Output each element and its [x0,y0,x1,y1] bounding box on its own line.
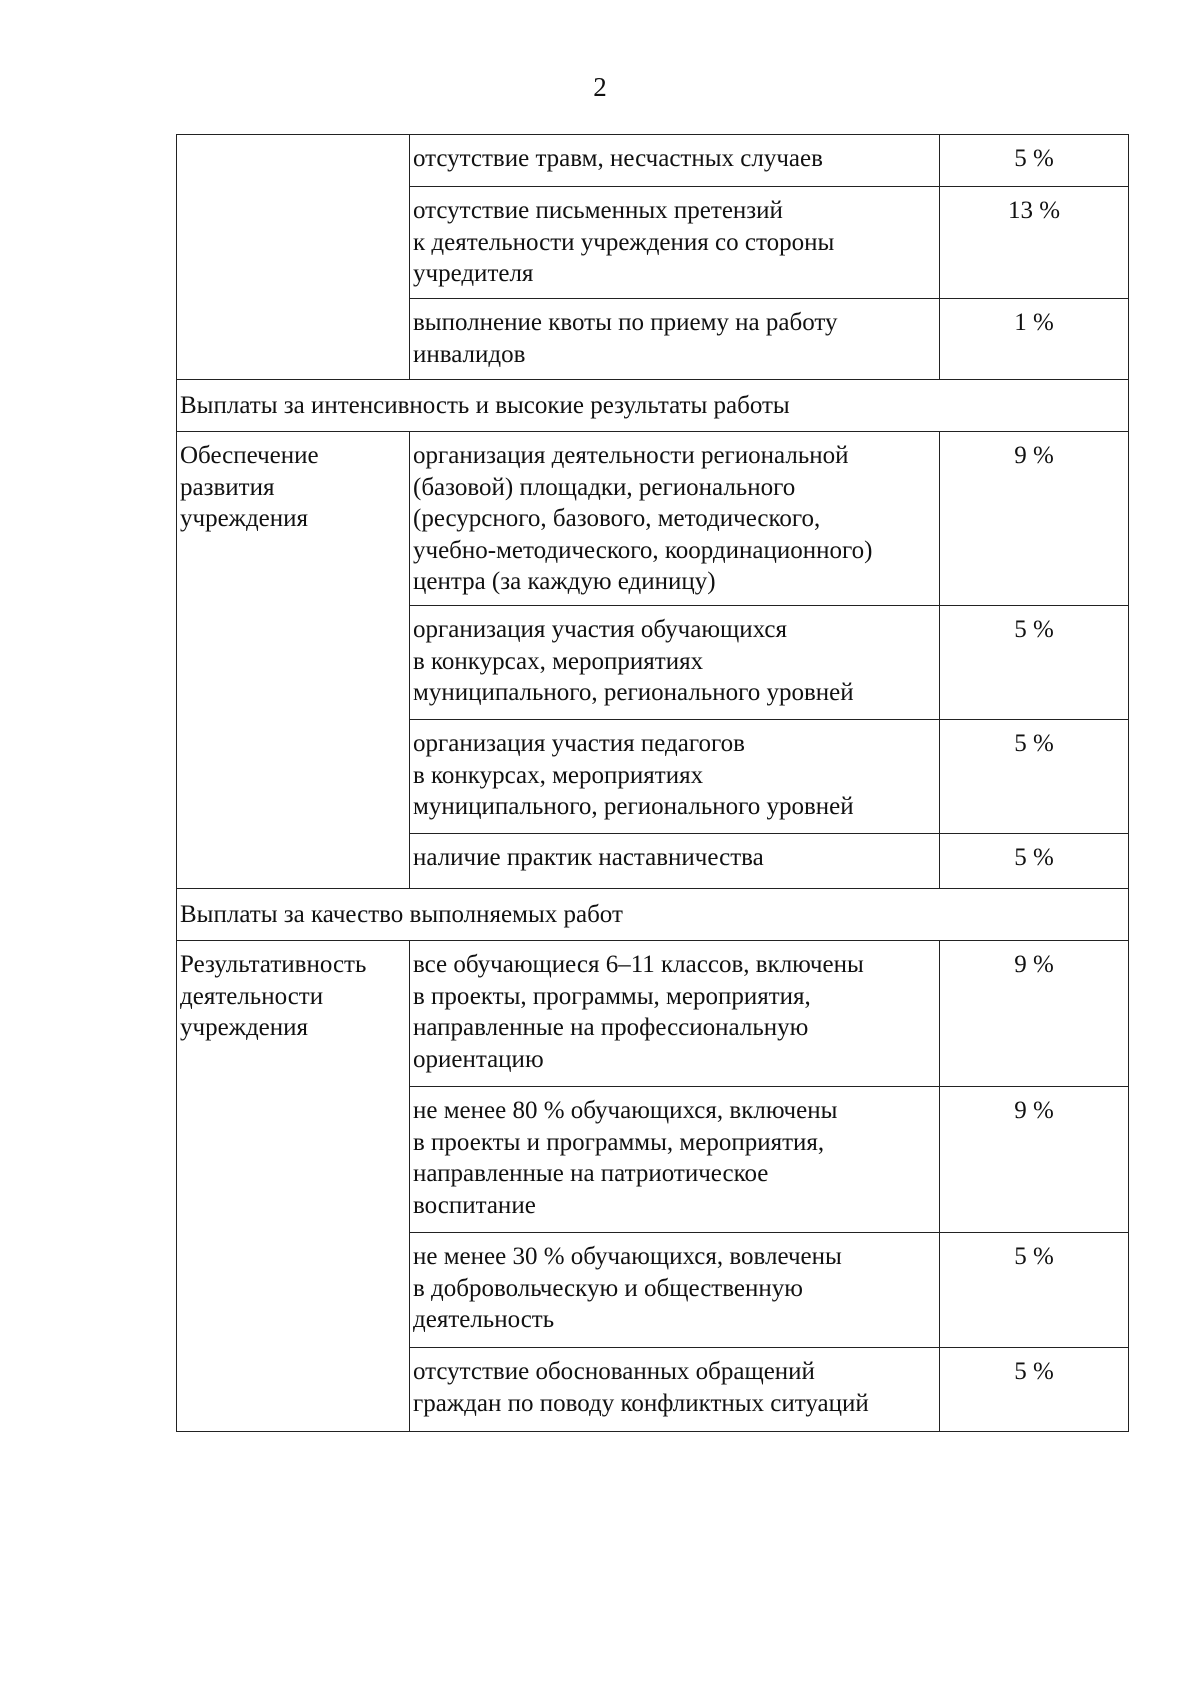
table-row [177,135,1129,187]
table-row [177,941,1129,1087]
criterion-cell: выполнение квоты по приему на работу инвалидов [410,299,940,380]
criterion-cell: отсутствие травм, несчастных случаев [410,135,940,187]
section-heading: Выплаты за качество выполняемых работ [177,889,1129,941]
category-cell: Результативность деятельности учреждения [177,941,410,1432]
section-row [177,380,1129,432]
criteria-table [176,134,1129,1432]
criterion-cell: организация участия педагогов в конкурсах, мероприятиях муниципального, регионального уровней [410,720,940,834]
criterion-cell: организация участия обучающихся в конкурсах, мероприятиях муниципального, регионального уровней [410,606,940,720]
percent-cell: 5 % [940,1348,1129,1432]
percent-cell: 1 % [940,299,1129,380]
criterion-cell: отсутствие обоснованных обращений граждан по поводу конфликтных ситуаций [410,1348,940,1432]
table-row [177,432,1129,606]
category-cell [177,135,410,380]
page-number: 2 [593,72,607,102]
percent-cell: 9 % [940,432,1129,606]
category-cell: Обеспечение развития учреждения [177,432,410,889]
percent-cell: 5 % [940,834,1129,889]
percent-cell: 9 % [940,1087,1129,1233]
percent-cell: 5 % [940,135,1129,187]
criterion-cell: не менее 80 % обучающихся, включены в проекты и программы, мероприятия, направленные на патриотическое воспитание [410,1087,940,1233]
criterion-cell: организация деятельности региональной (базовой) площадки, регионального (ресурсного, базового, методического, учебно-методического, координационного) центра (за каждую единицу) [410,432,940,606]
criterion-cell: наличие практик наставничества [410,834,940,889]
criterion-cell: отсутствие письменных претензий к деятельности учреждения со стороны учредителя [410,187,940,299]
percent-cell: 9 % [940,941,1129,1087]
percent-cell: 5 % [940,1233,1129,1348]
percent-cell: 13 % [940,187,1129,299]
percent-cell: 5 % [940,720,1129,834]
criterion-cell: не менее 30 % обучающихся, вовлечены в добровольческую и общественную деятельность [410,1233,940,1348]
criterion-cell: все обучающиеся 6–11 классов, включены в проекты, программы, мероприятия, направленные на профессиональную ориентацию [410,941,940,1087]
percent-cell: 5 % [940,606,1129,720]
section-row [177,889,1129,941]
section-heading: Выплаты за интенсивность и высокие результаты работы [177,380,1129,432]
